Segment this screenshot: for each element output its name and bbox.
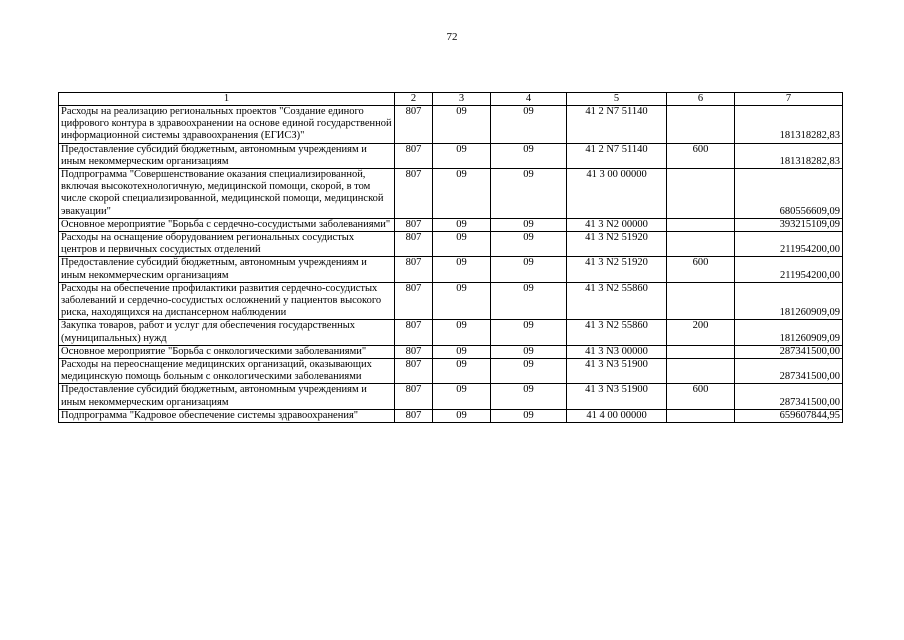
row-name-cell: Основное мероприятие "Борьба с сердечно-сосудистыми заболеваниями" (59, 218, 395, 231)
row-expense-type-cell (667, 409, 735, 422)
row-name-cell: Расходы на оснащение оборудованием региональных сосудистых центров и первичных сосудистых отделений (59, 232, 395, 257)
row-section-cell: 09 (433, 282, 491, 320)
row-amount-cell: 181260909,09 (735, 320, 843, 345)
table-body (59, 93, 843, 423)
table-row (59, 143, 843, 168)
row-expense-type-cell: 600 (667, 384, 735, 409)
row-code-cell: 807 (395, 282, 433, 320)
table-row (59, 169, 843, 219)
row-code-cell: 807 (395, 320, 433, 345)
row-subsection-cell: 09 (491, 282, 567, 320)
table-row (59, 320, 843, 345)
row-code-cell: 807 (395, 169, 433, 219)
row-subsection-cell: 09 (491, 232, 567, 257)
header-cell: 1 (59, 93, 395, 106)
row-target-article-cell: 41 3 N3 00000 (567, 345, 667, 358)
table-row (59, 359, 843, 384)
row-amount-cell: 181318282,83 (735, 106, 843, 144)
row-section-cell: 09 (433, 143, 491, 168)
row-target-article-cell: 41 2 N7 51140 (567, 106, 667, 144)
row-subsection-cell: 09 (491, 409, 567, 422)
row-name-cell: Подпрограмма "Совершенствование оказания специализированной, включая высокотехнологичную, медицинской помощи, скорой, в том числе скорой специализированной, медицинской помощи, медицинской эвакуации" (59, 169, 395, 219)
row-name-cell: Расходы на переоснащение медицинских организаций, оказывающих медицинскую помощь больным с онкологическими заболеваниями (59, 359, 395, 384)
row-code-cell: 807 (395, 384, 433, 409)
row-subsection-cell: 09 (491, 359, 567, 384)
header-cell: 5 (567, 93, 667, 106)
page-number: 72 (446, 31, 458, 43)
row-expense-type-cell (667, 345, 735, 358)
row-target-article-cell: 41 3 N2 55860 (567, 320, 667, 345)
header-cell: 6 (667, 93, 735, 106)
row-expense-type-cell (667, 232, 735, 257)
row-target-article-cell: 41 3 N2 51920 (567, 232, 667, 257)
table-row (59, 345, 843, 358)
row-target-article-cell: 41 3 N2 55860 (567, 282, 667, 320)
row-name-cell: Предоставление субсидий бюджетным, автономным учреждениям и иным некоммерческим организациям (59, 384, 395, 409)
row-section-cell: 09 (433, 384, 491, 409)
row-expense-type-cell (667, 169, 735, 219)
header-cell: 2 (395, 93, 433, 106)
row-amount-cell: 211954200,00 (735, 232, 843, 257)
row-section-cell: 09 (433, 218, 491, 231)
row-target-article-cell: 41 3 N2 00000 (567, 218, 667, 231)
row-amount-cell: 211954200,00 (735, 257, 843, 282)
row-name-cell: Основное мероприятие "Борьба с онкологическими заболеваниями" (59, 345, 395, 358)
row-expense-type-cell: 600 (667, 257, 735, 282)
row-section-cell: 09 (433, 359, 491, 384)
row-target-article-cell: 41 2 N7 51140 (567, 143, 667, 168)
row-amount-cell: 287341500,00 (735, 359, 843, 384)
row-name-cell: Расходы на обеспечение профилактики развития сердечно-сосудистых заболеваний и сердечно-сосудистых осложнений у пациентов высокого риска, находящихся на диспансерном наблюдении (59, 282, 395, 320)
row-amount-cell: 181318282,83 (735, 143, 843, 168)
row-code-cell: 807 (395, 232, 433, 257)
row-amount-cell: 680556609,09 (735, 169, 843, 219)
row-code-cell: 807 (395, 359, 433, 384)
row-subsection-cell: 09 (491, 218, 567, 231)
row-code-cell: 807 (395, 106, 433, 144)
row-name-cell: Подпрограмма "Кадровое обеспечение системы здравоохранения" (59, 409, 395, 422)
row-section-cell: 09 (433, 169, 491, 219)
row-target-article-cell: 41 3 N3 51900 (567, 359, 667, 384)
row-name-cell: Предоставление субсидий бюджетным, автономным учреждениям и иным некоммерческим организациям (59, 257, 395, 282)
row-section-cell: 09 (433, 345, 491, 358)
row-amount-cell: 287341500,00 (735, 384, 843, 409)
table-row (59, 384, 843, 409)
row-target-article-cell: 41 3 00 00000 (567, 169, 667, 219)
row-target-article-cell: 41 3 N2 51920 (567, 257, 667, 282)
row-code-cell: 807 (395, 143, 433, 168)
row-target-article-cell: 41 4 00 00000 (567, 409, 667, 422)
table-row (59, 409, 843, 422)
row-subsection-cell: 09 (491, 384, 567, 409)
table-row (59, 232, 843, 257)
row-section-cell: 09 (433, 320, 491, 345)
header-row (59, 93, 843, 106)
row-expense-type-cell: 200 (667, 320, 735, 345)
row-target-article-cell: 41 3 N3 51900 (567, 384, 667, 409)
header-cell: 4 (491, 93, 567, 106)
row-subsection-cell: 09 (491, 169, 567, 219)
row-code-cell: 807 (395, 218, 433, 231)
row-subsection-cell: 09 (491, 143, 567, 168)
row-subsection-cell: 09 (491, 320, 567, 345)
row-expense-type-cell (667, 218, 735, 231)
row-subsection-cell: 09 (491, 106, 567, 144)
header-cell: 3 (433, 93, 491, 106)
row-subsection-cell: 09 (491, 345, 567, 358)
row-code-cell: 807 (395, 345, 433, 358)
row-section-cell: 09 (433, 232, 491, 257)
budget-table (58, 92, 843, 423)
row-amount-cell: 287341500,00 (735, 345, 843, 358)
row-name-cell: Расходы на реализацию региональных проектов "Создание единого цифрового контура в здравоохранении на основе единой государственной информационной системы здравоохранения (ЕГИСЗ)" (59, 106, 395, 144)
row-section-cell: 09 (433, 257, 491, 282)
table-row (59, 106, 843, 144)
table-row (59, 218, 843, 231)
row-code-cell: 807 (395, 409, 433, 422)
row-section-cell: 09 (433, 106, 491, 144)
row-subsection-cell: 09 (491, 257, 567, 282)
row-code-cell: 807 (395, 257, 433, 282)
row-name-cell: Предоставление субсидий бюджетным, автономным учреждениям и иным некоммерческим организациям (59, 143, 395, 168)
row-expense-type-cell (667, 359, 735, 384)
row-name-cell: Закупка товаров, работ и услуг для обеспечения государственных (муниципальных) нужд (59, 320, 395, 345)
row-section-cell: 09 (433, 409, 491, 422)
row-expense-type-cell (667, 106, 735, 144)
row-amount-cell: 659607844,95 (735, 409, 843, 422)
row-expense-type-cell (667, 282, 735, 320)
row-expense-type-cell: 600 (667, 143, 735, 168)
row-amount-cell: 181260909,09 (735, 282, 843, 320)
table-row (59, 257, 843, 282)
header-cell: 7 (735, 93, 843, 106)
row-amount-cell: 393215109,09 (735, 218, 843, 231)
table-row (59, 282, 843, 320)
